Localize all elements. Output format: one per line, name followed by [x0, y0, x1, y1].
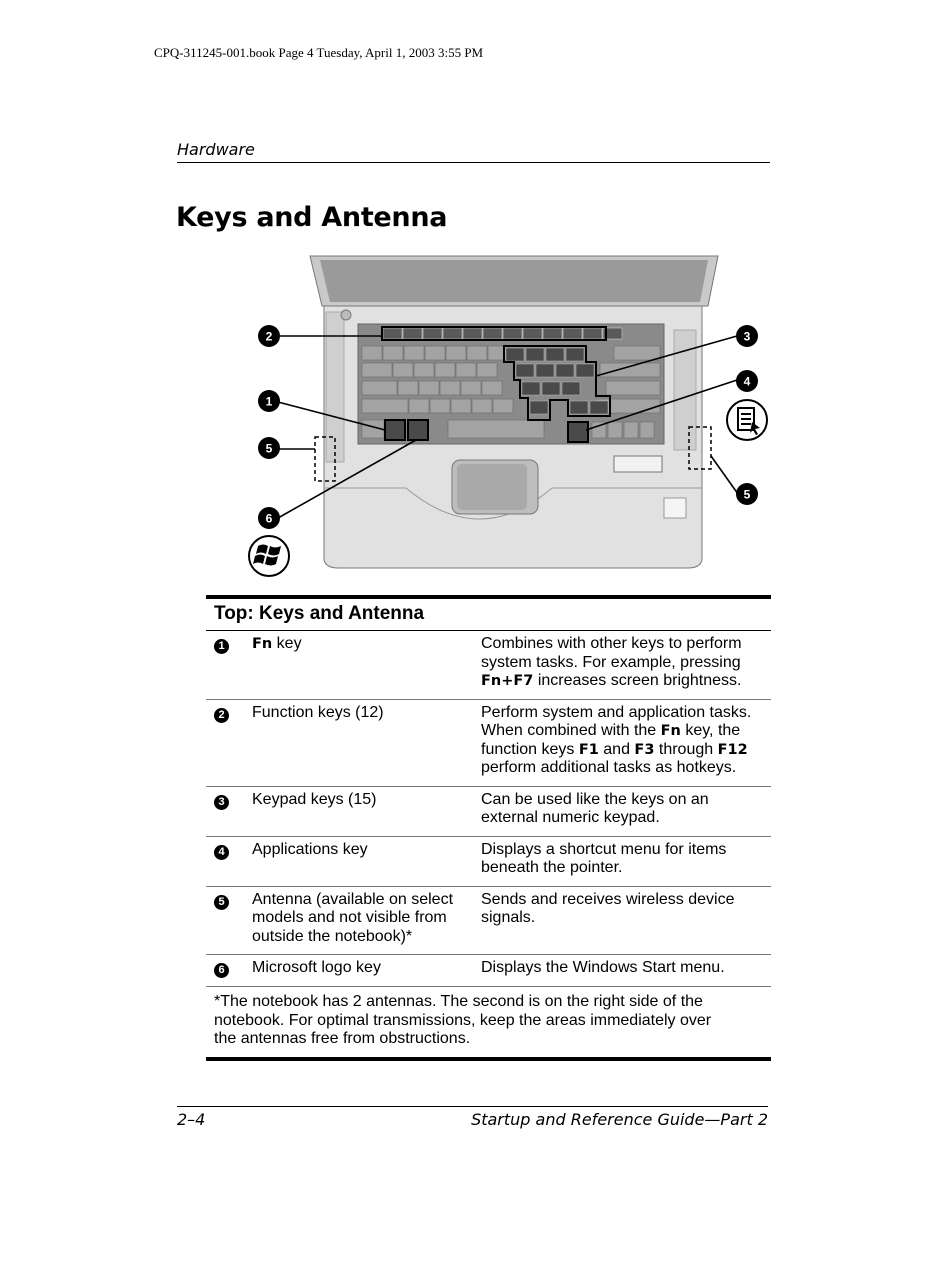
- running-head: Hardware: [177, 140, 770, 163]
- fn-key-label: Fn: [252, 636, 273, 652]
- row-number-badge: 6: [214, 963, 229, 978]
- row-item-text: Function keys (12): [252, 699, 481, 786]
- row-description: Perform system and application tasks. When combined with the Fn key, the function keys F1 and F3 through F12 perform additional tasks as hotkeys.: [481, 699, 771, 786]
- book-file-header: CPQ-311245-001.book Page 4 Tuesday, April 1, 2003 3:55 PM: [154, 45, 484, 60]
- callout-3: [736, 325, 758, 347]
- row-number-badge: 3: [214, 795, 229, 810]
- row-number-badge: 4: [214, 845, 229, 860]
- windows-logo-icon: [249, 536, 289, 576]
- notebook-keyboard-illustration: [240, 250, 780, 585]
- page-title: Keys and Antenna: [176, 202, 448, 233]
- callout-2: [258, 325, 280, 347]
- callout-4: [736, 370, 758, 392]
- table-row: [206, 699, 771, 786]
- page-footer: [177, 1106, 768, 1129]
- svg-text:4: 4: [743, 374, 751, 389]
- table-row: [206, 836, 771, 886]
- page-number: 2–4: [177, 1110, 206, 1129]
- table-caption-row: [206, 597, 771, 631]
- row-description: Sends and receives wireless device signals.: [481, 886, 771, 955]
- table-row: [206, 786, 771, 836]
- svg-text:5: 5: [265, 441, 273, 456]
- keyboard-figure: [240, 250, 780, 585]
- table-row: [206, 631, 771, 700]
- row-number-badge: 1: [214, 639, 229, 654]
- row-description: Combines with other keys to perform system tasks. For example, pressing Fn+F7 increases screen brightness.: [481, 631, 771, 700]
- callout-1: [258, 390, 280, 412]
- svg-text:3: 3: [743, 329, 751, 344]
- svg-text:2: 2: [265, 329, 273, 344]
- keys-and-antenna-table: [206, 595, 771, 1061]
- row-item-text: Antenna (available on select models and not visible from outside the notebook)*: [252, 886, 481, 955]
- row-description: Can be used like the keys on an external numeric keypad.: [481, 786, 771, 836]
- guide-title: Startup and Reference Guide—Part 2: [471, 1110, 768, 1129]
- callout-5-right: [736, 483, 758, 505]
- row-item-text: key: [272, 635, 302, 652]
- table-footnote-row: [206, 987, 771, 1059]
- table-row: [206, 955, 771, 987]
- applications-key-icon: [727, 400, 767, 440]
- row-description: Displays the Windows Start menu.: [481, 955, 771, 987]
- row-item-text: Microsoft logo key: [252, 955, 481, 987]
- row-number-badge: 5: [214, 895, 229, 910]
- table-caption: Top: Keys and Antenna: [206, 597, 771, 631]
- svg-text:5: 5: [743, 487, 751, 502]
- table-row: [206, 886, 771, 955]
- svg-text:1: 1: [265, 394, 273, 409]
- table-footnote: *The notebook has 2 antennas. The second is on the right side of the notebook. For optimal transmissions, keep the areas immediately over the antennas free from obstructions.: [206, 987, 771, 1059]
- row-description: Displays a shortcut menu for items beneath the pointer.: [481, 836, 771, 886]
- callout-5-left: [258, 437, 280, 459]
- callout-6: [258, 507, 280, 529]
- row-number-badge: 2: [214, 708, 229, 723]
- row-item-text: Keypad keys (15): [252, 786, 481, 836]
- row-item-text: Applications key: [252, 836, 481, 886]
- svg-text:6: 6: [265, 511, 273, 526]
